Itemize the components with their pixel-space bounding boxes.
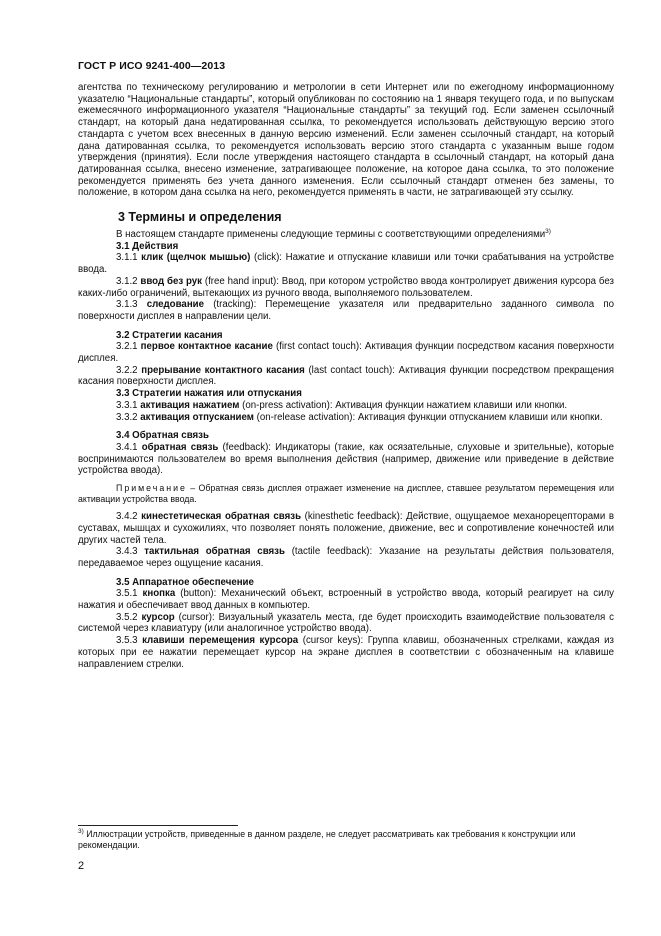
document-body — [78, 82, 614, 670]
term-entry: 3.4.2 кинестетическая обратная связь (kinesthetic feedback): Действие, ощущаемое механорецепторами в суставах, мышцах и сухожилиях, что позволяет понять положение, движение, вес и сопротивление конечностей или других частей тела. — [78, 511, 614, 546]
document-header: ГОСТ Р ИСО 9241-400—2013 — [78, 60, 226, 72]
subsection-heading: 3.5 Аппаратное обеспечение — [116, 576, 254, 588]
note-label: Примечание — [116, 483, 187, 494]
section-heading: 3 Термины и определения — [118, 210, 282, 225]
footnote: $^{3)}$ Иллюстрации устройств, приведенные в данном разделе, не следует рассматривать как требования к конструкции или рекомендации. — [78, 828, 576, 850]
note: Примечание – Обратная связь дисплея отражает изменение на дисплее, ставшее результатом перемещения или активации устройства ввода. — [78, 483, 614, 505]
subsection-heading: 3.1 Действия — [116, 240, 179, 252]
footnote-divider — [78, 825, 238, 826]
footnote-ref: 3) — [545, 227, 551, 235]
term-entry: 3.2.1 первое контактное касание (first contact touch): Активация функции посредством касания поверхности дисплея. — [78, 341, 614, 365]
subsection-heading: 3.4 Обратная связь — [116, 430, 209, 442]
term-entry: 3.4.1 обратная связь (feedback): Индикаторы (такие, как осязательные, слуховые и зрительные), которые воспринимаются пользователем во время выполнения действия (например, движение или приведение в действие устройства ввода). — [78, 441, 614, 477]
term-entry: 3.5.1 кнопка (button): Механический объект, встроенный в устройство ввода, который реагирует на силу нажатия и обеспечивает ввод данных в компьютер. — [78, 588, 614, 612]
subsection-heading: 3.3 Стратегии нажатия или отпускания — [116, 388, 302, 400]
page-number: 2 — [78, 860, 85, 872]
term-entry: 3.5.3 клавиши перемещения курсора (cursor keys): Группа клавиш, обозначенных стрелками, каждая из которых при ее нажатии перемещает курсор на экране дисплея в соответствии с обозначенным на клавише направлением стрелки. — [78, 635, 614, 670]
term-entry: 3.2.2 прерывание контактного касания (last contact touch): Активация функции посредством прекращения касания поверхности дисплея. — [78, 364, 614, 388]
term-entry: 3.1.1 клик (щелчок мышью) (click): Нажатие и отпускание клавиши или точки срабатывания на устройстве ввода. — [78, 252, 615, 276]
term-entry: 3.1.3 следование (tracking): Перемещение указателя или предварительно заданного символа по поверхности дисплея в направлении цели. — [78, 299, 614, 322]
footnote-mark: 3) — [78, 828, 84, 836]
subsection-heading: 3.2 Стратегии касания — [116, 329, 223, 341]
term-entry: 3.1.2 ввод без рук (free hand input): Ввод, при котором устройство ввода контролирует движения курсора без каких-либо ограничений, вытекающих из ручного ввода, выполняемого пользователем. — [78, 275, 614, 299]
term-entry: 3.3.2 активация отпусканием (on-release activation): Активация функции отпусканием клавиши или кнопки. — [116, 411, 603, 423]
term-entry: 3.3.1 активация нажатием (on-press activation): Активация функции нажатием клавиши или кнопки. — [116, 399, 568, 411]
intro-paragraph: агентства по техническому регулированию и метрологии в сети Интернет или по ежегодному информационному указателю “Национальные стандарты”, который опубликован по состоянию на 1 января текущего года, и по выпускам ежемесячного информационного указателя “Национальные стандарты” за текущий год. Если заменен ссылочный стандарт, на который дана недатированная ссылка, то рекомендуется использовать действующую версию этого стандарта с учетом всех внесенных в данную версию изменений. Если заменен ссылочный стандарт, на который дана датированная ссылка, то рекомендуется использовать версию этого стандарта с указанным выше годом утверждения (принятия). Если после утверждения настоящего стандарта в ссылочный стандарт, на который дана датированная ссылка, внесено изменение, затрагивающее положение, на которое дана ссылка, то это положение рекомендуется применять без учета данного изменения. Если ссылочный стандарт отменен без замены, то положение, в котором дана ссылка на него, рекомендуется применять в части, не затрагивающей эту ссылку. — [78, 82, 614, 199]
section-intro: В настоящем стандарте применены следующие термины с соответствующими определениями$^{3)}$ — [116, 227, 551, 241]
term-entry: 3.4.3 тактильная обратная связь (tactile feedback): Указание на результаты действия пользователя, передаваемое через ощущение касания. — [78, 546, 615, 569]
term-entry: 3.5.2 курсор (cursor): Визуальный указатель места, где будет происходить взаимодействие пользователя с системой через клавиатуру (или аналогичное устройство ввода). — [78, 611, 614, 635]
